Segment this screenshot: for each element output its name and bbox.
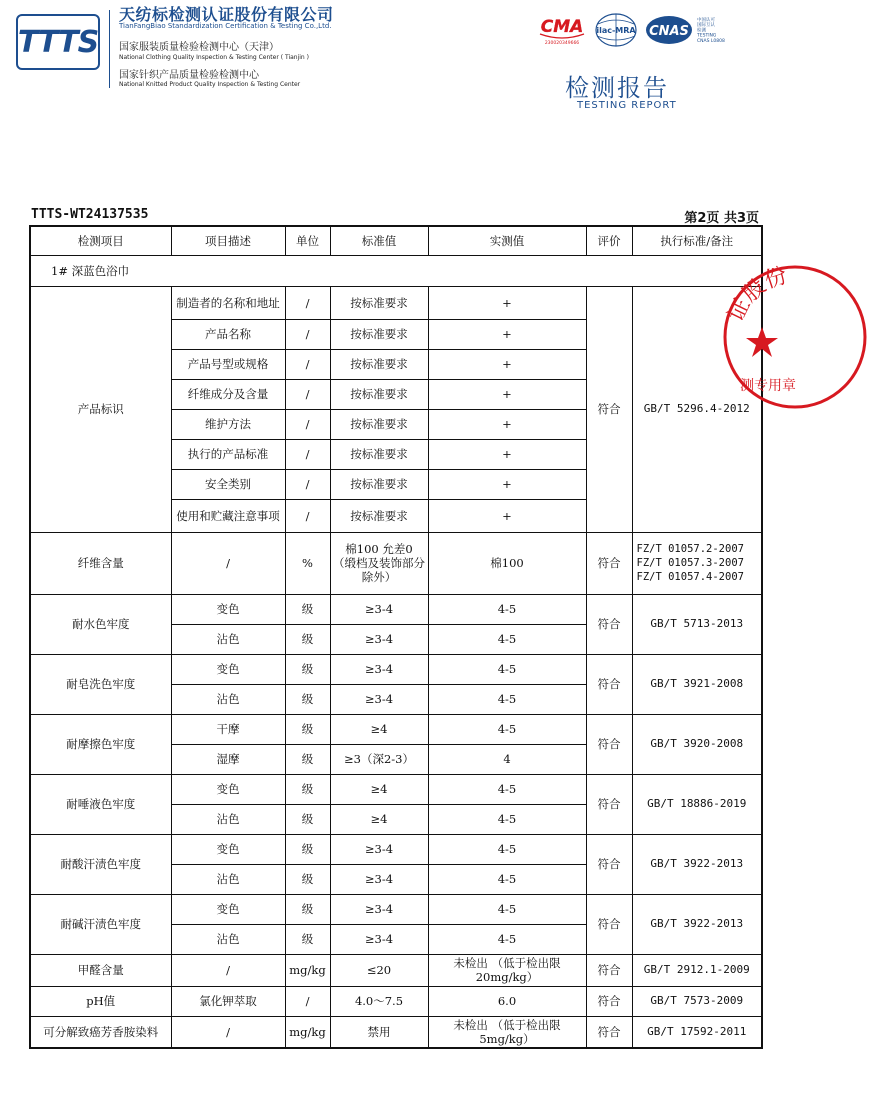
measured-value: 棉100 (428, 532, 586, 594)
item-description: 安全类别 (171, 469, 285, 499)
column-header: 执行标准/备注 (632, 226, 762, 255)
measured-value: + (428, 469, 586, 499)
official-seal-icon (720, 262, 870, 412)
evaluation: 符合 (586, 986, 632, 1016)
column-header: 标准值 (330, 226, 428, 255)
test-item: 耐唾液色牢度 (30, 774, 171, 834)
report-title-en: TESTING REPORT (577, 100, 677, 111)
standard-value: 按标准要求 (330, 469, 428, 499)
test-item: pH值 (30, 986, 171, 1016)
table-row (30, 894, 762, 924)
company-name-en: TianFangBiao Standardization Certification & Testing Co.,Ltd. (119, 22, 332, 30)
standard-value: ≥3-4 (330, 834, 428, 864)
test-standard: FZ/T 01057.2-2007 FZ/T 01057.3-2007 FZ/T 01057.4-2007 (632, 532, 762, 594)
standard-value: ≥3-4 (330, 624, 428, 654)
table-row (30, 986, 762, 1016)
seal-text: 证股份 (723, 263, 791, 326)
standard-value: 按标准要求 (330, 379, 428, 409)
standard-value: ≥3-4 (330, 654, 428, 684)
report-number: TTTS-WT24137535 (31, 207, 149, 222)
standard-value: ≥3-4 (330, 864, 428, 894)
evaluation: 符合 (586, 286, 632, 532)
measured-value: 4-5 (428, 684, 586, 714)
item-description: 沾色 (171, 924, 285, 954)
item-description: 变色 (171, 894, 285, 924)
measured-value: 未检出 （低于检出限20mg/kg） (428, 954, 586, 986)
unit: mg/kg (285, 954, 330, 986)
measured-value: 未检出 （低于检出限5mg/kg） (428, 1016, 586, 1048)
evaluation: 符合 (586, 532, 632, 594)
evaluation: 符合 (586, 774, 632, 834)
standard-value: 按标准要求 (330, 439, 428, 469)
item-description: 沾色 (171, 864, 285, 894)
item-description: 氯化钾萃取 (171, 986, 285, 1016)
standard-value: ≥4 (330, 714, 428, 744)
measured-value: 4-5 (428, 834, 586, 864)
measured-value: 4-5 (428, 894, 586, 924)
column-header: 项目描述 (171, 226, 285, 255)
item-description: 变色 (171, 594, 285, 624)
company-logo: TTTS (16, 14, 100, 70)
item-description: 维护方法 (171, 409, 285, 439)
table-row (30, 532, 762, 594)
table-row (30, 834, 762, 864)
test-item: 耐碱汗渍色牢度 (30, 894, 171, 954)
cnas-small-line: CNAS L0808 (697, 38, 725, 44)
standard-value: ≥4 (330, 804, 428, 834)
item-description: 使用和贮藏注意事项 (171, 499, 285, 532)
measured-value: 4-5 (428, 594, 586, 624)
test-item: 耐皂洗色牢度 (30, 654, 171, 714)
ilac-mra-icon (594, 12, 638, 48)
item-description: 制造者的名称和地址 (171, 286, 285, 319)
item-description: / (171, 532, 285, 594)
standard-value: 按标准要求 (330, 349, 428, 379)
table-row (30, 954, 762, 986)
measured-value: 4 (428, 744, 586, 774)
unit: / (285, 349, 330, 379)
measured-value: + (428, 409, 586, 439)
unit: / (285, 286, 330, 319)
page-number: 第2页 共3页 (684, 211, 759, 226)
unit: 级 (285, 654, 330, 684)
unit: 级 (285, 774, 330, 804)
standard-value: 禁用 (330, 1016, 428, 1048)
unit: 级 (285, 834, 330, 864)
measured-value: 4-5 (428, 864, 586, 894)
unit: 级 (285, 894, 330, 924)
unit: / (285, 379, 330, 409)
unit: / (285, 409, 330, 439)
test-standard: GB/T 3922-2013 (632, 894, 762, 954)
test-item: 可分解致癌芳香胺染料 (30, 1016, 171, 1048)
test-standard: GB/T 3922-2013 (632, 834, 762, 894)
column-header: 实测值 (428, 226, 586, 255)
company-name-cn: 天纺标检测认证股份有限公司 (119, 5, 334, 24)
table-row (30, 654, 762, 684)
test-standard: GB/T 5296.4-2012 (632, 286, 762, 532)
center2-name-en: National Knitted Product Quality Inspection & Testing Center (119, 81, 301, 88)
measured-value: 6.0 (428, 986, 586, 1016)
test-standard: GB/T 5713-2013 (632, 594, 762, 654)
standard-value: ≥3-4 (330, 684, 428, 714)
test-standard: GB/T 3920-2008 (632, 714, 762, 774)
measured-value: + (428, 319, 586, 349)
unit: / (285, 439, 330, 469)
evaluation: 符合 (586, 594, 632, 654)
sample-row (30, 255, 762, 286)
standard-value: 按标准要求 (330, 319, 428, 349)
test-item: 耐摩擦色牢度 (30, 714, 171, 774)
item-description: 变色 (171, 654, 285, 684)
standard-value: 4.0～7.5 (330, 986, 428, 1016)
table-row (30, 594, 762, 624)
table-row (30, 774, 762, 804)
unit: / (285, 986, 330, 1016)
unit: 级 (285, 804, 330, 834)
item-description: 沾色 (171, 684, 285, 714)
test-item: 耐酸汗渍色牢度 (30, 834, 171, 894)
unit: 级 (285, 624, 330, 654)
measured-value: + (428, 349, 586, 379)
standard-value: ≥3（深2-3） (330, 744, 428, 774)
unit: 级 (285, 714, 330, 744)
unit: % (285, 532, 330, 594)
measured-value: + (428, 286, 586, 319)
results-table (29, 225, 763, 1049)
item-description: 干摩 (171, 714, 285, 744)
table-row (30, 286, 762, 319)
standard-value: 按标准要求 (330, 499, 428, 532)
item-description: 执行的产品标准 (171, 439, 285, 469)
test-standard: GB/T 2912.1-2009 (632, 954, 762, 986)
test-item: 耐水色牢度 (30, 594, 171, 654)
table-header-row (30, 226, 762, 255)
cma-mark-text: CMA (540, 17, 584, 37)
measured-value: 4-5 (428, 714, 586, 744)
standard-value: ≥3-4 (330, 924, 428, 954)
cnas-mark-text: CNAS (649, 24, 689, 39)
test-standard: GB/T 3921-2008 (632, 654, 762, 714)
unit: / (285, 499, 330, 532)
column-header: 评价 (586, 226, 632, 255)
column-header: 单位 (285, 226, 330, 255)
test-standard: GB/T 18886-2019 (632, 774, 762, 834)
item-description: 产品名称 (171, 319, 285, 349)
item-description: 沾色 (171, 804, 285, 834)
item-description: 变色 (171, 774, 285, 804)
unit: 级 (285, 684, 330, 714)
measured-value: + (428, 379, 586, 409)
unit: 级 (285, 744, 330, 774)
ilac-mra-text: ilac-MRA (596, 26, 636, 35)
cma-mark-icon (536, 14, 588, 46)
column-header: 检测项目 (30, 226, 171, 255)
cnas-small-line: 国际互认 (697, 23, 715, 29)
item-description: / (171, 954, 285, 986)
center1-name-cn: 国家服装质量检验检测中心（天津） (119, 42, 279, 53)
unit: 级 (285, 924, 330, 954)
seal-text-bottom: 测专用章 (740, 378, 796, 394)
test-standard: GB/T 17592-2011 (632, 1016, 762, 1048)
evaluation: 符合 (586, 894, 632, 954)
item-description: 纤维成分及含量 (171, 379, 285, 409)
standard-value: ≤20 (330, 954, 428, 986)
cnas-small-line: 中国认可 (697, 18, 715, 23)
item-description: 沾色 (171, 624, 285, 654)
standard-value: ≥3-4 (330, 894, 428, 924)
test-item: 甲醛含量 (30, 954, 171, 986)
evaluation: 符合 (586, 1016, 632, 1048)
table-row (30, 1016, 762, 1048)
test-item: 纤维含量 (30, 532, 171, 594)
report-title-cn: 检测报告 (565, 74, 669, 102)
test-standard: GB/T 7573-2009 (632, 986, 762, 1016)
test-item: 产品标识 (30, 286, 171, 532)
cnas-small-line: TESTING (697, 33, 717, 39)
cnas-mark-icon (645, 14, 741, 46)
measured-value: + (428, 439, 586, 469)
item-description: / (171, 1016, 285, 1048)
unit: mg/kg (285, 1016, 330, 1048)
evaluation: 符合 (586, 954, 632, 986)
measured-value: 4-5 (428, 924, 586, 954)
cma-number: 230020349666 (544, 41, 580, 46)
item-description: 湿摩 (171, 744, 285, 774)
measured-value: 4-5 (428, 624, 586, 654)
standard-value: 按标准要求 (330, 409, 428, 439)
header-divider (109, 10, 110, 88)
standard-value: ≥4 (330, 774, 428, 804)
unit: / (285, 469, 330, 499)
item-description: 产品号型或规格 (171, 349, 285, 379)
evaluation: 符合 (586, 714, 632, 774)
measured-value: 4-5 (428, 654, 586, 684)
measured-value: + (428, 499, 586, 532)
evaluation: 符合 (586, 654, 632, 714)
unit: 级 (285, 864, 330, 894)
unit: 级 (285, 594, 330, 624)
measured-value: 4-5 (428, 804, 586, 834)
table-row (30, 714, 762, 744)
sample-label: 1# 深蓝色浴巾 (30, 255, 762, 286)
standard-value: 按标准要求 (330, 286, 428, 319)
center1-name-en: National Clothing Quality Inspection & Testing Center ( Tianjin ) (119, 54, 309, 61)
evaluation: 符合 (586, 834, 632, 894)
unit: / (285, 319, 330, 349)
cnas-small-line: 检测 (697, 28, 706, 34)
item-description: 变色 (171, 834, 285, 864)
standard-value: 棉100 允差0 （缎档及装饰部分除外） (330, 532, 428, 594)
measured-value: 4-5 (428, 774, 586, 804)
standard-value: ≥3-4 (330, 594, 428, 624)
cnas-small-text (696, 16, 725, 44)
center2-name-cn: 国家针织产品质量检验检测中心 (119, 70, 259, 81)
